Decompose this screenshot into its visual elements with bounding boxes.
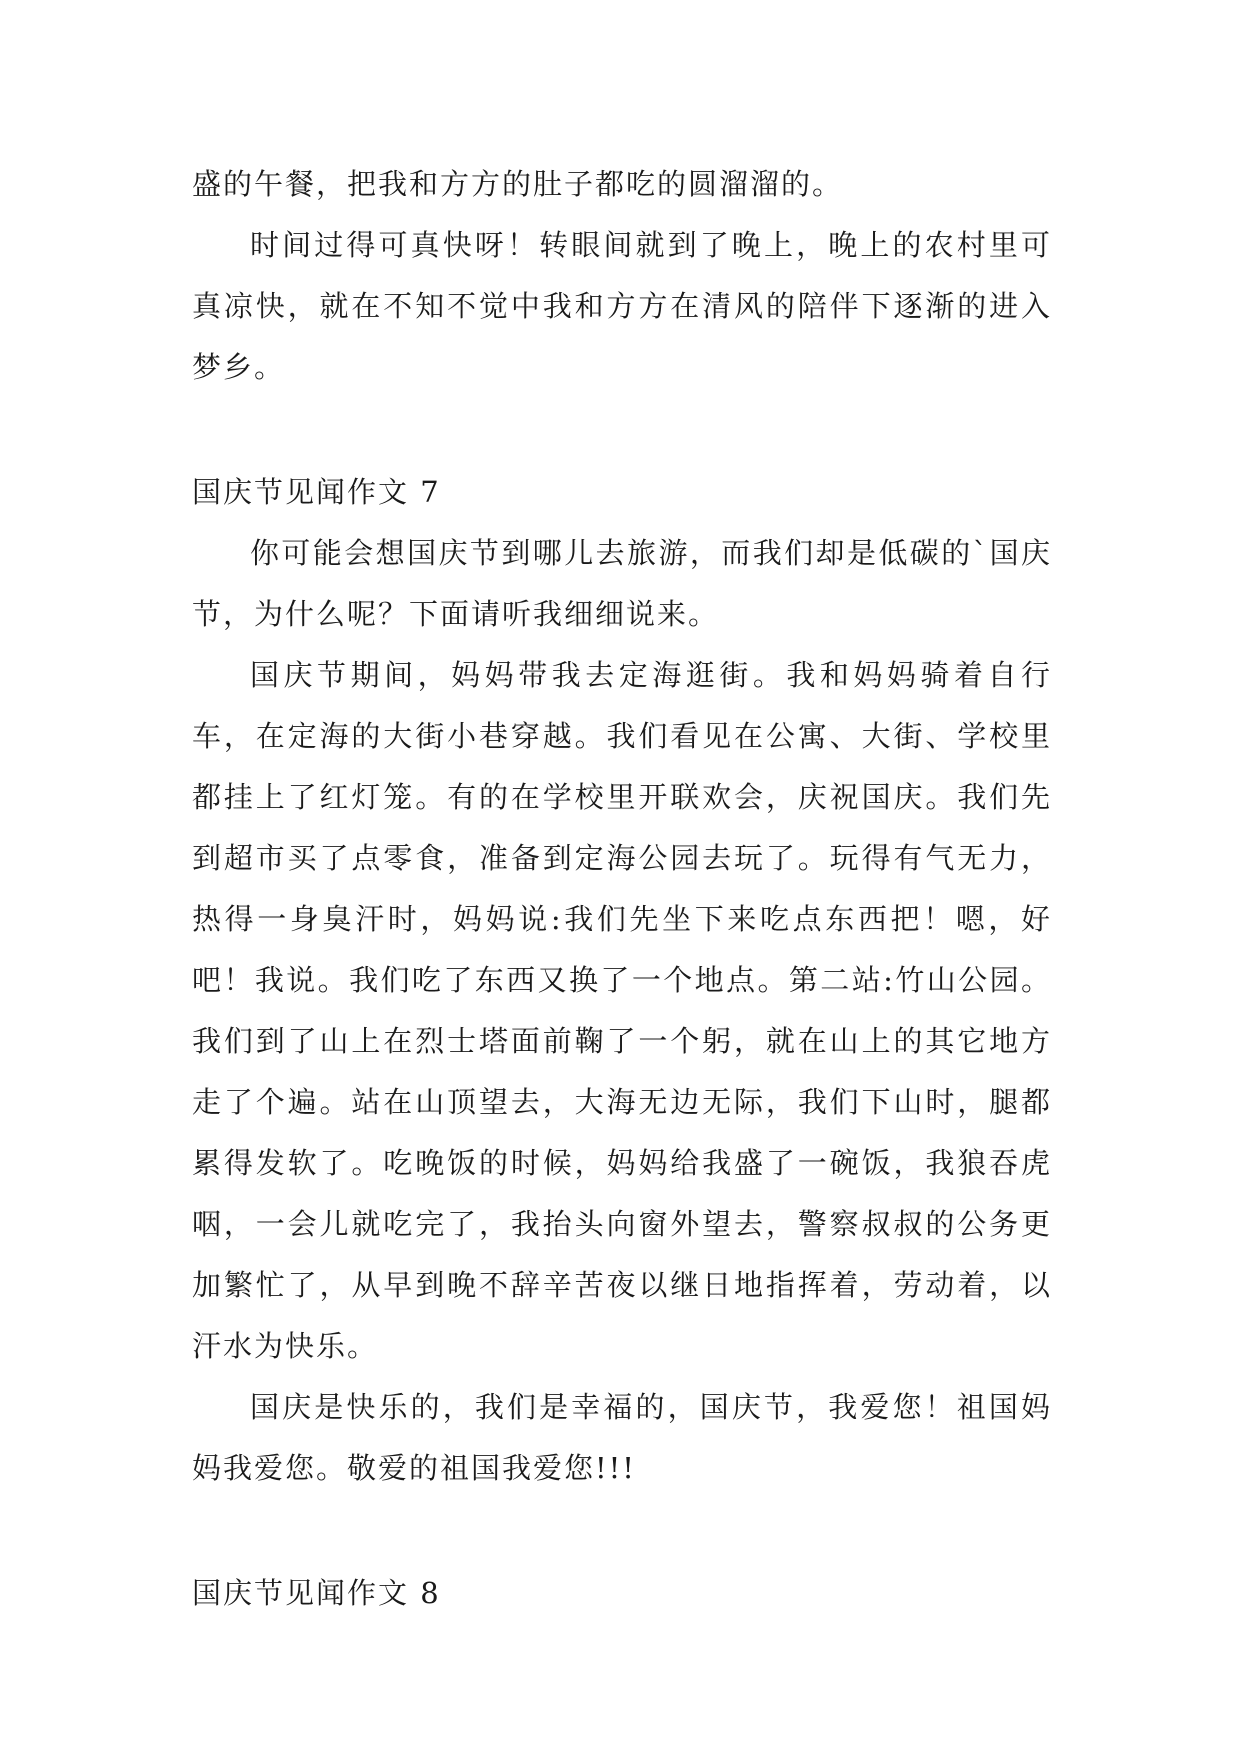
paragraph-continued: 盛的午餐，把我和方方的肚子都吃的圆溜溜的。 bbox=[192, 167, 844, 201]
document-body bbox=[192, 154, 1052, 1624]
paragraph: 时间过得可真快呀！转眼间就到了晚上，晚上的农村里可真凉快，就在不知不觉中我和方方在清风的陪伴下逐渐的进入梦乡。 bbox=[192, 228, 1052, 384]
essay-7-title: 国庆节见闻作文 7 bbox=[192, 475, 441, 509]
essay-7-paragraph-3: 国庆是快乐的，我们是幸福的，国庆节，我爱您！祖国妈妈我爱您。敬爱的祖国我爱您!!! bbox=[192, 1390, 1052, 1485]
essay-7-paragraph-1: 你可能会想国庆节到哪儿去旅游，而我们却是低碳的`国庆节，为什么呢？下面请听我细细说来。 bbox=[192, 536, 1052, 631]
section-spacer bbox=[192, 398, 1052, 462]
section-spacer bbox=[192, 1499, 1052, 1563]
essay-7-paragraph-2: 国庆节期间，妈妈带我去定海逛街。我和妈妈骑着自行车，在定海的大街小巷穿越。我们看见在公寓、大街、学校里都挂上了红灯笼。有的在学校里开联欢会，庆祝国庆。我们先到超市买了点零食，准备到定海公园去玩了。玩得有气无力，热得一身臭汗时，妈妈说:我们先坐下来吃点东西把！嗯，好吧！我说。我们吃了东西又换了一个地点。第二站:竹山公园。我们到了山上在烈士塔面前鞠了一个躬，就在山上的其它地方走了个遍。站在山顶望去，大海无边无际，我们下山时，腿都累得发软了。吃晚饭的时候，妈妈给我盛了一碗饭，我狼吞虎咽，一会儿就吃完了，我抬头向窗外望去，警察叔叔的公务更加繁忙了，从早到晚不辞辛苦夜以继日地指挥着，劳动着，以汗水为快乐。 bbox=[192, 658, 1052, 1363]
essay-8-title: 国庆节见闻作文 8 bbox=[192, 1576, 441, 1610]
